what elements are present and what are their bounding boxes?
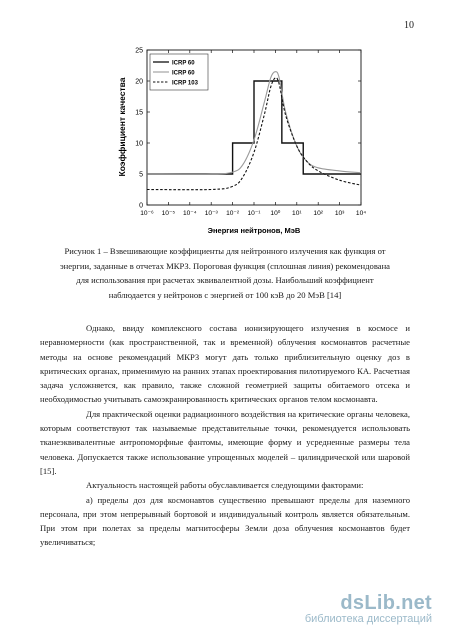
y-tick-label: 20 [135, 78, 143, 86]
y-tick-label: 5 [139, 171, 143, 179]
x-tick-label: 10⁻⁴ [182, 210, 197, 217]
caption-line: энергии, заданные в отчетах МКРЗ. Пороговая функция (сплошная линия) рекомендована [59, 260, 390, 271]
x-tick-label: 10² [313, 210, 323, 217]
y-axis-label: Коэффициент качества [117, 77, 127, 177]
x-tick-label: 10⁻³ [204, 210, 218, 217]
x-tick-label: 10⁻⁶ [140, 210, 154, 217]
paragraph: Для практической оценки радиационного воздействия на критические органы человека, которым соответствуют так называемые представительные точки, рекомендуется использовать тканеэквивалентные антропоморфные фантомы, имеющие форму и усредненные размеры тела человека. Допускается также использование упрощенных моделей – цилиндрической или шаровой [15]. [40, 408, 410, 476]
x-tick-label: 10⁴ [355, 210, 367, 217]
x-tick-label: 10⁰ [270, 210, 281, 217]
watermark-logo: dsLib.net [340, 592, 432, 614]
neutron-weighting-chart [95, 42, 365, 237]
paragraph: Однако, ввиду комплексного состава ионизирующего излучения в космосе и неравномерности (как пространственной, так и временной) облучения космонавтов расчетные методы на основе рекомендаций МКРЗ могут дать только приблизительную оценку доз в критических органах, применимую на ранних этапах проектирования пилотируемого КА. Расчетная задача усложняется, как правило, также сложной геометрией защиты обитаемого отсека и необходимостью учитывать самоэкранированность критических органов телом космонавта. [40, 323, 410, 405]
caption-line: Рисунок 1 – Взвешивающие коэффициенты для нейтронного излучения как функция от [64, 246, 386, 256]
x-tick-label: 10⁻¹ [247, 210, 261, 217]
legend-label-icrp60-smooth: ICRP 60 [172, 70, 195, 77]
x-tick-label: 10³ [334, 210, 345, 217]
watermark [305, 592, 432, 625]
x-tick-label: 10⁻² [226, 210, 240, 217]
y-tick-label: 25 [135, 47, 143, 55]
legend-label-icrp103: ICRP 103 [172, 80, 198, 87]
caption-line: для использования при расчетах эквивалентной дозы. Наибольший коэффициент [76, 275, 374, 285]
paragraph: Актуальность настоящей работы обуславливается следующими факторами: [86, 480, 364, 491]
figure-caption [40, 244, 410, 302]
series-line-0 [147, 81, 361, 174]
legend [150, 54, 208, 90]
body-text [40, 321, 410, 550]
watermark-subtitle: библиотека диссертаций [304, 613, 432, 625]
x-tick-label: 10¹ [292, 210, 302, 217]
paragraph: а) пределы доз для космонавтов существенно превышают пределы для наземного персонала, при этом непрерывный бортовой и индивидуальный контроль является обязательным. При этом при полетах за пределы магнитосферы Земли доза облучения космонавтов будет увеличиваться; [40, 494, 410, 548]
caption-line: наблюдается у нейтронов с энергией от 100 кэВ до 20 МэВ [14] [108, 289, 342, 300]
y-tick-label: 15 [135, 109, 143, 117]
x-axis-label: Энергия нейтронов, МэВ [207, 226, 301, 235]
x-tick-label: 10⁻⁵ [161, 210, 176, 217]
legend-label-icrp60-step: ICRP 60 [172, 60, 195, 67]
y-tick-label: 10 [135, 140, 143, 148]
y-tick-label: 0 [139, 202, 143, 210]
page-number: 10 [404, 20, 414, 31]
